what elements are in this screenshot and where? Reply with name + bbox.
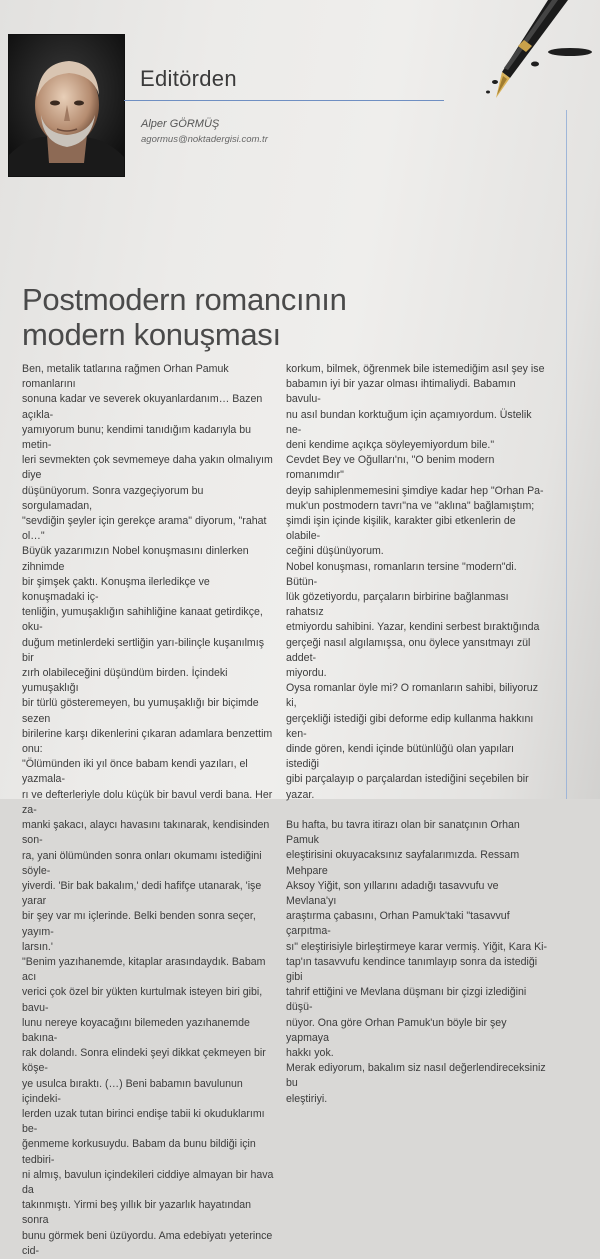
text-line: larsın.' xyxy=(22,940,53,953)
text-line: deni kendime açıkça söyleyemiyordum bile." xyxy=(286,439,495,452)
text-line: ceğini düşünüyorum. xyxy=(286,545,384,558)
text-line: lük gözetiyordu, parçaların birbirine bağlanması rahatsız xyxy=(286,591,509,619)
text-line: leri sevmekten çok sevmemeye daha yakın olmalıyım diye xyxy=(22,454,273,482)
text-line: düşünüyorum. Sonra vazgeçiyorum bu sorgulamadan, xyxy=(22,484,204,512)
text-line: ra, yani ölümünden sonra onları okumamı istediğini söyle- xyxy=(22,849,262,877)
text-line: "sevdiğin şeyler için gerekçe arama" diyorum, "rahat ol…" xyxy=(22,515,267,543)
text-line: deyip sahiplenmemesini şimdiye kadar hep "Orhan Pa- xyxy=(286,484,544,497)
text-line: tahrif ettiğini ve Mevlana düşmanı bir çizgi izlediğini düşü- xyxy=(286,986,527,1014)
text-line: eleştiriyi. xyxy=(286,1092,328,1105)
text-line: Ben, metalik tatlarına rağmen Orhan Pamuk romanlarını xyxy=(22,363,229,391)
text-line: bir şimşek çaktı. Konuşma ilerledikçe ve konuşmadaki iç- xyxy=(22,575,210,604)
margin-rule xyxy=(566,110,567,799)
text-line: Büyük yazarımızın Nobel konuşmasını dinlerken zihnimde xyxy=(22,545,249,573)
text-line: miyordu. xyxy=(286,667,327,680)
text-line: araştırma çabasını, Orhan Pamuk'taki "tasavvuf çarpıtma- xyxy=(286,910,510,938)
text-line: bunu görmek beni üzüyordu. Ama edebiyatı yeterince cid- xyxy=(22,1229,273,1257)
text-line: sonuna kadar ve severek okuyanlardanım… Bazen açıkla- xyxy=(22,393,263,421)
text-line: lerden uzak tutan birinci endişe tabii ki okuduklarımı be- xyxy=(22,1107,265,1136)
text-line: Aksoy Yiğit, son yıllarını adadığı tasavvufu ve Mevlana'yı xyxy=(286,879,499,907)
text-line: bir şey var mı içlerinde. Belki benden sonra seçer, yayım- xyxy=(22,910,256,938)
text-line: yiverdi. 'Bir bak bakalım,' dedi hafifçe utanarak, 'işe yarar xyxy=(22,879,262,908)
text-line: rı ve defterleriyle dolu küçük bir bavul verdi bana. Her za- xyxy=(22,788,273,816)
text-line: tenliğin, yumuşaklığın sahihliğine kanaat getirdikçe, oku- xyxy=(22,606,263,634)
text-line: yamıyorum bunu; kendimi tanıdığım kadarıyla bu metin- xyxy=(22,423,252,452)
text-line: etmiyordu sahibini. Yazar, kendini serbest bıraktığında xyxy=(286,621,540,634)
author-photo xyxy=(9,35,124,176)
text-line: Bu hafta, bu tavra itirazı olan bir sanatçının Orhan Pamuk xyxy=(286,818,520,847)
text-line: rak dolandı. Sonra elindeki şeyi dikkat çekmeyen bir köşe- xyxy=(22,1047,266,1075)
text-line: zırh olabileceğini düşündüm birden. İçindeki yumuşaklığı xyxy=(22,667,228,695)
text-line: manki şakacı, alaycı havasını takınarak, kendisinden son- xyxy=(22,819,270,847)
text-line: nüyor. Ona göre Orhan Pamuk'un böyle bir şey yapmaya xyxy=(286,1016,507,1044)
headline-line-1: Postmodern romancının xyxy=(22,282,347,317)
text-line: şimdi işin içinde kişilik, karakter gibi etkenlerin de olabile- xyxy=(286,515,516,543)
text-line: lunu nereye koyacağını bilemeden yazıhanemde bakına- xyxy=(22,1016,250,1044)
text-line: muk'un postmodern tavrı"na ve "aklına" bağlamıştım; xyxy=(286,499,535,512)
text-line: bir türlü gösteremeyen, bu yumuşaklığı bir biçimde sezen xyxy=(22,697,259,725)
section-rule xyxy=(124,100,444,101)
text-line: duğum metinlerdeki sertliğin yarı-bilinçle kuşanılmış bir xyxy=(22,636,264,664)
text-line: dinde gören, kendi içinde bütünlüğü olan yapıları istediği xyxy=(286,743,514,771)
headline-line-2: modern konuşması xyxy=(22,317,281,352)
text-line: Nobel konuşması, romanların tersine "modern"di. Bütün- xyxy=(286,560,517,588)
text-line: tap'ın tasavvufu kendince tanımlayıp sonra da istediği gibi xyxy=(286,955,538,983)
section-title: Editörden xyxy=(140,66,237,91)
text-line: sı" eleştirisiyle birleştirmeye karar vermiş. Yiğit, Kara Ki- xyxy=(286,940,548,953)
text-line: Merak ediyorum, bakalım siz nasıl değerlendireceksiniz bu xyxy=(286,1062,546,1090)
left-column xyxy=(22,362,274,1259)
text-line: birilerine karşı dikenlerini çıkaran adamlara benzettim xyxy=(22,727,273,740)
text-line: gibi parçalayıp o parçalardan istediğini seçebilen bir yazar. xyxy=(286,773,529,801)
text-line: Cevdet Bey ve Oğulları'nı, "O benim modern romanımdır" xyxy=(286,454,495,482)
text-line: ğenmeme korkusuydu. Babam da bunu bildiği için tedbiri- xyxy=(22,1138,256,1166)
text-line: korkum, bilmek, öğrenmek bile istemediğim asıl şey ise xyxy=(286,363,545,375)
text-line: Oysa romanlar öyle mi? O romanların sahibi, biliyoruz ki, xyxy=(286,682,538,710)
text-line: ni almış, bavulun içindekileri ciddiye almayan bir hava da xyxy=(22,1168,274,1196)
author-email: agormus@noktadergisi.com.tr xyxy=(141,134,268,145)
text-line: eleştirisini okuyacaksınız sayfalarımızda. Ressam Mehpare xyxy=(286,849,520,877)
text-line: "Benim yazıhanemde, kitaplar arasındaydık. Babam acı xyxy=(22,955,266,984)
author-name: Alper GÖRMÜŞ xyxy=(141,118,220,130)
text-line: "Ölümünden iki yıl önce babam kendi yazıları, el yazmala- xyxy=(22,758,248,786)
text-line: onu: xyxy=(22,743,43,756)
fountain-pen-illustration xyxy=(440,0,600,120)
text-line: hakkı yok. xyxy=(286,1046,334,1059)
text-line: takınmıştı. Yirmi beş yıllık bir yazarlık hayatından sonra xyxy=(22,1199,252,1227)
text-line: verici çok özel bir yükten kurtulmak isteyen biri gibi, bavu- xyxy=(22,986,263,1014)
text-line: ye usulca bıraktı. (…) Beni babamın bavulunun içindeki- xyxy=(22,1077,243,1105)
text-line: babamın iyi bir yazar olması ihtimaliydi. Babamın bavulu- xyxy=(286,378,516,406)
text-line: gerçeği nasıl algılamışsa, onu öylece yansıtmayı zül addet- xyxy=(286,636,531,664)
text-line: nu asıl bundan korktuğum için açamıyordum. Üstelik ne- xyxy=(286,408,532,436)
right-column xyxy=(286,362,548,1107)
text-line: gerçekliği istediği gibi deforme edip kullanma hakkını ken- xyxy=(286,712,534,740)
article-headline xyxy=(22,282,542,352)
paragraph-gap xyxy=(286,803,548,818)
